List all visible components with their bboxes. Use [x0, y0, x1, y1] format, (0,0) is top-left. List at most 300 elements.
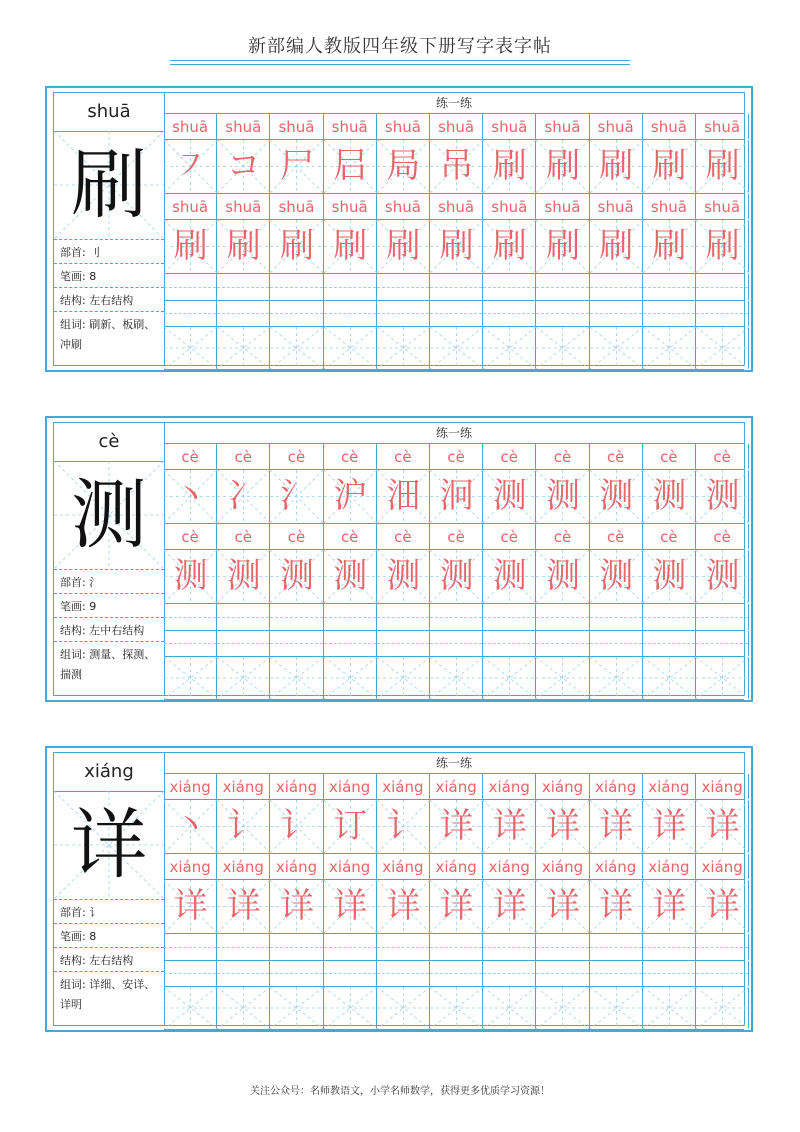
pinyin-cell: shuā	[217, 114, 270, 139]
blank-practice-cell[interactable]	[590, 657, 643, 699]
pinyin-cell: shuā	[377, 194, 430, 219]
pinyin-cell: cè	[270, 524, 323, 549]
trace-char: 详	[599, 886, 634, 926]
blank-practice-cell[interactable]	[590, 327, 643, 369]
trace-char: 测	[439, 556, 474, 596]
grid-guide	[536, 657, 589, 699]
blank-practice-cell[interactable]	[536, 987, 589, 1029]
blank-pinyin-cell[interactable]	[324, 301, 377, 326]
pinyin-guide-line	[696, 313, 748, 314]
blank-pinyin-cell[interactable]	[483, 934, 536, 960]
pinyin-cell: cè	[324, 524, 377, 549]
pinyin-guide-line	[483, 973, 535, 974]
stroke-step-char: 测	[652, 476, 687, 516]
blank-pinyin-cell[interactable]	[430, 604, 483, 630]
grid-guide	[324, 987, 377, 1029]
blank-pinyin-cell[interactable]	[377, 631, 430, 656]
blank-pinyin-cell[interactable]	[164, 631, 217, 656]
card-frame	[53, 422, 745, 696]
pinyin-cell: shuā	[536, 194, 589, 219]
info-divider	[54, 239, 164, 240]
pinyin-cell: cè	[696, 524, 749, 549]
pinyin-cell: cè	[430, 524, 483, 549]
trace-char: 测	[226, 556, 261, 596]
grid-guide	[270, 987, 323, 1029]
blank-practice-cell[interactable]	[536, 327, 589, 369]
trace-char: 详	[386, 886, 421, 926]
blank-pinyin-cell[interactable]	[377, 274, 430, 300]
pinyin-cell: cè	[483, 524, 536, 549]
stroke-step-char: 详	[492, 806, 527, 846]
blank-pinyin-cell[interactable]	[377, 961, 430, 986]
stroke-step-char: 沪	[333, 476, 368, 516]
blank-practice-cell[interactable]	[377, 657, 430, 699]
stroke-order-cell	[536, 140, 589, 193]
blank-pinyin-cell[interactable]	[270, 301, 323, 326]
model-character: 详	[71, 800, 147, 889]
model-character-box	[54, 791, 164, 899]
blank-practice-cell[interactable]	[643, 327, 696, 369]
blank-pinyin-cell[interactable]	[590, 274, 643, 300]
trace-cell	[483, 550, 536, 603]
blank-pinyin-cell[interactable]	[696, 604, 749, 630]
blank-practice-cell[interactable]	[377, 987, 430, 1029]
blank-practice-cell[interactable]	[324, 327, 377, 369]
pinyin-guide-line	[377, 947, 429, 948]
grid-guide	[164, 327, 217, 369]
blank-pinyin-cell[interactable]	[536, 274, 589, 300]
blank-pinyin-cell[interactable]	[483, 274, 536, 300]
blank-pinyin-cell[interactable]	[270, 934, 323, 960]
pinyin-cell: cè	[377, 444, 430, 469]
trace-char: 测	[492, 556, 527, 596]
stroke-order-cell	[430, 470, 483, 523]
character-info-panel	[54, 93, 165, 365]
pinyin-guide-line	[270, 313, 322, 314]
pinyin-guide-line	[643, 617, 695, 618]
stroke-order-cell	[217, 470, 270, 523]
pinyin-cell: xiáng	[590, 854, 643, 879]
blank-pinyin-cell[interactable]	[164, 934, 217, 960]
pinyin-cell: shuā	[643, 194, 696, 219]
stroke-step-char: 测	[599, 476, 634, 516]
stroke-order-cell	[536, 470, 589, 523]
model-character: 测	[71, 470, 147, 559]
trace-cell	[324, 880, 377, 933]
blank-practice-cell[interactable]	[324, 657, 377, 699]
pinyin-guide-line	[270, 643, 322, 644]
info-divider	[54, 311, 164, 312]
blank-pinyin-cell[interactable]	[696, 934, 749, 960]
pinyin-cell: shuā	[536, 114, 589, 139]
grid-guide	[324, 327, 377, 369]
practice-grid	[164, 423, 744, 695]
blank-practice-cell[interactable]	[217, 327, 270, 369]
pinyin-cell: xiáng	[430, 774, 483, 799]
trace-cell	[590, 880, 643, 933]
pinyin-guide-line	[217, 313, 269, 314]
blank-pinyin-cell[interactable]	[270, 274, 323, 300]
stroke-order-cell	[430, 800, 483, 853]
blank-practice-cell[interactable]	[696, 657, 749, 699]
trace-cell	[324, 220, 377, 273]
stroke-step-char: 详	[599, 806, 634, 846]
pinyin-guide-line	[324, 643, 376, 644]
pinyin-cell: xiáng	[536, 854, 589, 879]
blank-pinyin-cell[interactable]	[377, 604, 430, 630]
trace-char: 测	[705, 556, 740, 596]
trace-cell	[270, 220, 323, 273]
pinyin-guide-line	[536, 617, 588, 618]
blank-pinyin-cell[interactable]	[377, 934, 430, 960]
trace-cell	[536, 220, 589, 273]
pinyin-cell: xiáng	[643, 854, 696, 879]
pinyin-guide-line	[483, 643, 535, 644]
stroke-step-char: 沺	[386, 476, 421, 516]
pinyin-cell: shuā	[164, 194, 217, 219]
stroke-step-char: コ	[226, 146, 261, 186]
pinyin-cell: shuā	[483, 194, 536, 219]
trace-char: 测	[386, 556, 421, 596]
blank-pinyin-cell[interactable]	[377, 301, 430, 326]
pinyin-guide-line	[483, 617, 535, 618]
blank-pinyin-cell[interactable]	[643, 274, 696, 300]
grid-guide	[483, 987, 536, 1029]
blank-pinyin-cell[interactable]	[270, 631, 323, 656]
blank-pinyin-cell[interactable]	[217, 631, 270, 656]
trace-char: 详	[173, 886, 208, 926]
info-divider	[54, 593, 164, 594]
pinyin-cell: shuā	[696, 114, 749, 139]
blank-pinyin-cell[interactable]	[696, 301, 749, 326]
pinyin-cell: xiáng	[270, 854, 323, 879]
blank-practice-cell[interactable]	[324, 987, 377, 1029]
grid-row-line	[164, 1029, 744, 1030]
trace-cell	[217, 880, 270, 933]
pinyin-guide-line	[590, 973, 642, 974]
info-divider	[54, 617, 164, 618]
blank-practice-cell[interactable]	[643, 657, 696, 699]
grid-guide	[536, 987, 589, 1029]
stroke-step-char: 订	[333, 806, 368, 846]
blank-pinyin-cell[interactable]	[324, 631, 377, 656]
trace-cell	[696, 550, 749, 603]
stroke-order-cell	[643, 470, 696, 523]
blank-pinyin-cell[interactable]	[430, 631, 483, 656]
pinyin-guide-line	[270, 617, 322, 618]
pinyin-guide-line	[324, 617, 376, 618]
blank-pinyin-cell[interactable]	[164, 274, 217, 300]
grid-row-line	[164, 699, 744, 700]
blank-practice-cell[interactable]	[696, 327, 749, 369]
trace-char: 刷	[439, 226, 474, 266]
stroke-order-cell	[430, 140, 483, 193]
blank-practice-cell[interactable]	[270, 327, 323, 369]
stroke-step-char: 测	[545, 476, 580, 516]
stroke-step-char: 测	[705, 476, 740, 516]
info-divider	[54, 287, 164, 288]
trace-char: 测	[652, 556, 687, 596]
pinyin-guide-line	[164, 617, 216, 618]
pinyin-guide-line	[164, 947, 216, 948]
blank-pinyin-cell[interactable]	[536, 301, 589, 326]
stroke-order-cell	[377, 800, 430, 853]
pinyin-guide-line	[483, 947, 535, 948]
trace-cell	[217, 550, 270, 603]
blank-pinyin-cell[interactable]	[217, 274, 270, 300]
pinyin-guide-line	[377, 973, 429, 974]
grid-guide	[483, 327, 536, 369]
trace-char: 详	[333, 886, 368, 926]
pinyin-guide-line	[430, 617, 482, 618]
trace-cell	[696, 880, 749, 933]
character-info-panel	[54, 423, 165, 695]
stroke-step-char: 刷	[492, 146, 527, 186]
trace-char: 刷	[386, 226, 421, 266]
word-examples-label: 组词: 测量、探测、揣测	[60, 648, 156, 681]
blank-pinyin-cell[interactable]	[483, 604, 536, 630]
stroke-step-char: 刷	[705, 146, 740, 186]
trace-cell	[643, 880, 696, 933]
blank-practice-cell[interactable]	[164, 657, 217, 699]
trace-char: 详	[226, 886, 261, 926]
pinyin-cell: xiáng	[483, 854, 536, 879]
blank-practice-cell[interactable]	[217, 987, 270, 1029]
pinyin-cell: xiáng	[324, 774, 377, 799]
blank-pinyin-cell[interactable]	[696, 274, 749, 300]
info-divider	[54, 947, 164, 948]
pinyin-cell: xiáng	[377, 774, 430, 799]
blank-pinyin-cell[interactable]	[430, 301, 483, 326]
grid-guide	[377, 657, 430, 699]
blank-pinyin-cell[interactable]	[643, 604, 696, 630]
blank-pinyin-cell[interactable]	[483, 631, 536, 656]
blank-practice-cell[interactable]	[643, 987, 696, 1029]
pinyin-guide-line	[217, 947, 269, 948]
pinyin-guide-line	[643, 287, 695, 288]
blank-pinyin-cell[interactable]	[164, 301, 217, 326]
stroke-order-cell	[590, 140, 643, 193]
blank-pinyin-cell[interactable]	[217, 961, 270, 986]
pinyin-cell: shuā	[590, 194, 643, 219]
trace-cell	[536, 550, 589, 603]
blank-pinyin-cell[interactable]	[590, 961, 643, 986]
pinyin-guide-line	[430, 287, 482, 288]
trace-cell	[324, 550, 377, 603]
blank-practice-cell[interactable]	[483, 657, 536, 699]
grid-guide	[217, 327, 270, 369]
grid-guide	[164, 657, 217, 699]
blank-pinyin-cell[interactable]	[164, 604, 217, 630]
pinyin-cell: xiáng	[696, 774, 749, 799]
page-title: 新部编人教版四年级下册写字表字帖	[248, 36, 552, 57]
stroke-step-char: 讠	[386, 806, 421, 846]
stroke-count-label: 笔画: 8	[60, 270, 97, 283]
stroke-order-cell	[536, 800, 589, 853]
stroke-order-cell	[696, 140, 749, 193]
blank-pinyin-cell[interactable]	[270, 604, 323, 630]
blank-practice-cell[interactable]	[270, 987, 323, 1029]
blank-practice-cell[interactable]	[696, 987, 749, 1029]
blank-pinyin-cell[interactable]	[217, 301, 270, 326]
stroke-step-char: 讠	[279, 806, 314, 846]
practice-grid	[164, 753, 744, 1025]
blank-practice-cell[interactable]	[164, 327, 217, 369]
practice-heading: 练一练	[164, 93, 744, 114]
blank-pinyin-cell[interactable]	[643, 301, 696, 326]
trace-cell	[430, 550, 483, 603]
blank-pinyin-cell[interactable]	[590, 934, 643, 960]
pinyin-cell: xiáng	[590, 774, 643, 799]
blank-pinyin-cell[interactable]	[324, 604, 377, 630]
info-divider	[54, 641, 164, 642]
trace-cell	[164, 550, 217, 603]
stroke-order-cell	[217, 800, 270, 853]
blank-pinyin-cell[interactable]	[217, 604, 270, 630]
info-divider	[54, 899, 164, 900]
pinyin-guide-line	[270, 973, 322, 974]
pinyin-guide-line	[377, 313, 429, 314]
blank-practice-cell[interactable]	[217, 657, 270, 699]
pinyin-guide-line	[696, 617, 748, 618]
stroke-step-char: 冫	[226, 476, 261, 516]
pinyin-guide-line	[430, 973, 482, 974]
blank-practice-cell[interactable]	[430, 327, 483, 369]
blank-pinyin-cell[interactable]	[483, 961, 536, 986]
pinyin-cell: xiáng	[430, 854, 483, 879]
blank-pinyin-cell[interactable]	[536, 631, 589, 656]
blank-pinyin-cell[interactable]	[590, 604, 643, 630]
blank-pinyin-cell[interactable]	[696, 961, 749, 986]
word-examples-label: 组词: 刷新、板刷、冲刷	[60, 318, 156, 351]
stroke-step-char: 详	[545, 806, 580, 846]
blank-practice-cell[interactable]	[430, 657, 483, 699]
pinyin-cell: cè	[164, 524, 217, 549]
blank-pinyin-cell[interactable]	[590, 301, 643, 326]
info-divider	[54, 971, 164, 972]
trace-char: 刷	[545, 226, 580, 266]
stroke-order-cell	[696, 470, 749, 523]
blank-pinyin-cell[interactable]	[430, 274, 483, 300]
trace-char: 刷	[279, 226, 314, 266]
blank-pinyin-cell[interactable]	[536, 934, 589, 960]
grid-guide	[590, 987, 643, 1029]
pinyin-guide-line	[643, 313, 695, 314]
blank-pinyin-cell[interactable]	[536, 604, 589, 630]
pinyin-guide-line	[643, 643, 695, 644]
blank-pinyin-cell[interactable]	[696, 631, 749, 656]
blank-pinyin-cell[interactable]	[217, 934, 270, 960]
stroke-order-cell	[270, 470, 323, 523]
blank-pinyin-cell[interactable]	[430, 934, 483, 960]
grid-guide	[270, 327, 323, 369]
pinyin-guide-line	[377, 287, 429, 288]
pinyin-guide-line	[590, 617, 642, 618]
character-card	[45, 416, 753, 702]
pinyin-guide-line	[696, 287, 748, 288]
pinyin-cell: cè	[164, 444, 217, 469]
radical-label: 部首: 讠	[60, 906, 101, 919]
blank-pinyin-cell[interactable]	[324, 961, 377, 986]
pinyin-cell: xiáng	[324, 854, 377, 879]
blank-practice-cell[interactable]	[164, 987, 217, 1029]
stroke-order-cell	[643, 800, 696, 853]
trace-char: 刷	[652, 226, 687, 266]
pinyin-guide-line	[430, 313, 482, 314]
blank-pinyin-cell[interactable]	[164, 961, 217, 986]
pinyin-guide-line	[483, 287, 535, 288]
blank-practice-cell[interactable]	[536, 657, 589, 699]
trace-char: 测	[173, 556, 208, 596]
blank-pinyin-cell[interactable]	[643, 961, 696, 986]
pinyin-cell: shuā	[270, 114, 323, 139]
blank-pinyin-cell[interactable]	[270, 961, 323, 986]
pinyin-cell: cè	[590, 524, 643, 549]
trace-char: 详	[492, 886, 527, 926]
pinyin-cell: cè	[270, 444, 323, 469]
pinyin-guide-line	[536, 973, 588, 974]
pinyin-cell: cè	[217, 444, 270, 469]
blank-practice-cell[interactable]	[483, 987, 536, 1029]
grid-guide	[696, 327, 749, 369]
blank-pinyin-cell[interactable]	[536, 961, 589, 986]
blank-pinyin-cell[interactable]	[324, 274, 377, 300]
pinyin-guide-line	[377, 643, 429, 644]
stroke-step-char: 吊	[439, 146, 474, 186]
pinyin-guide-line	[483, 313, 535, 314]
pinyin-cell: xiáng	[164, 774, 217, 799]
trace-char: 详	[439, 886, 474, 926]
pinyin-cell: cè	[483, 444, 536, 469]
blank-pinyin-cell[interactable]	[590, 631, 643, 656]
stroke-order-cell	[324, 800, 377, 853]
blank-practice-cell[interactable]	[483, 327, 536, 369]
character-card	[45, 746, 753, 1032]
pinyin-guide-line	[430, 947, 482, 948]
grid-guide	[324, 657, 377, 699]
blank-practice-cell[interactable]	[377, 327, 430, 369]
pinyin-cell: shuā	[377, 114, 430, 139]
grid-guide	[643, 987, 696, 1029]
pinyin-guide-line	[324, 287, 376, 288]
trace-cell	[643, 550, 696, 603]
stroke-order-cell	[590, 800, 643, 853]
pinyin-cell: shuā	[590, 114, 643, 139]
blank-practice-cell[interactable]	[270, 657, 323, 699]
grid-guide	[430, 987, 483, 1029]
stroke-order-cell	[270, 140, 323, 193]
trace-char: 测	[545, 556, 580, 596]
stroke-order-cell	[324, 470, 377, 523]
pinyin-cell: cè	[643, 524, 696, 549]
grid-guide	[696, 657, 749, 699]
blank-pinyin-cell[interactable]	[643, 934, 696, 960]
pinyin-cell: shuā	[324, 194, 377, 219]
trace-cell	[430, 220, 483, 273]
blank-practice-cell[interactable]	[590, 987, 643, 1029]
pinyin-cell: shuā	[430, 194, 483, 219]
blank-pinyin-cell[interactable]	[324, 934, 377, 960]
blank-practice-cell[interactable]	[430, 987, 483, 1029]
blank-pinyin-cell[interactable]	[643, 631, 696, 656]
stroke-step-char: 详	[652, 806, 687, 846]
blank-pinyin-cell[interactable]	[430, 961, 483, 986]
blank-pinyin-cell[interactable]	[483, 301, 536, 326]
character-pinyin: cè	[54, 423, 164, 462]
trace-cell	[270, 550, 323, 603]
pinyin-cell: shuā	[324, 114, 377, 139]
pinyin-guide-line	[536, 947, 588, 948]
